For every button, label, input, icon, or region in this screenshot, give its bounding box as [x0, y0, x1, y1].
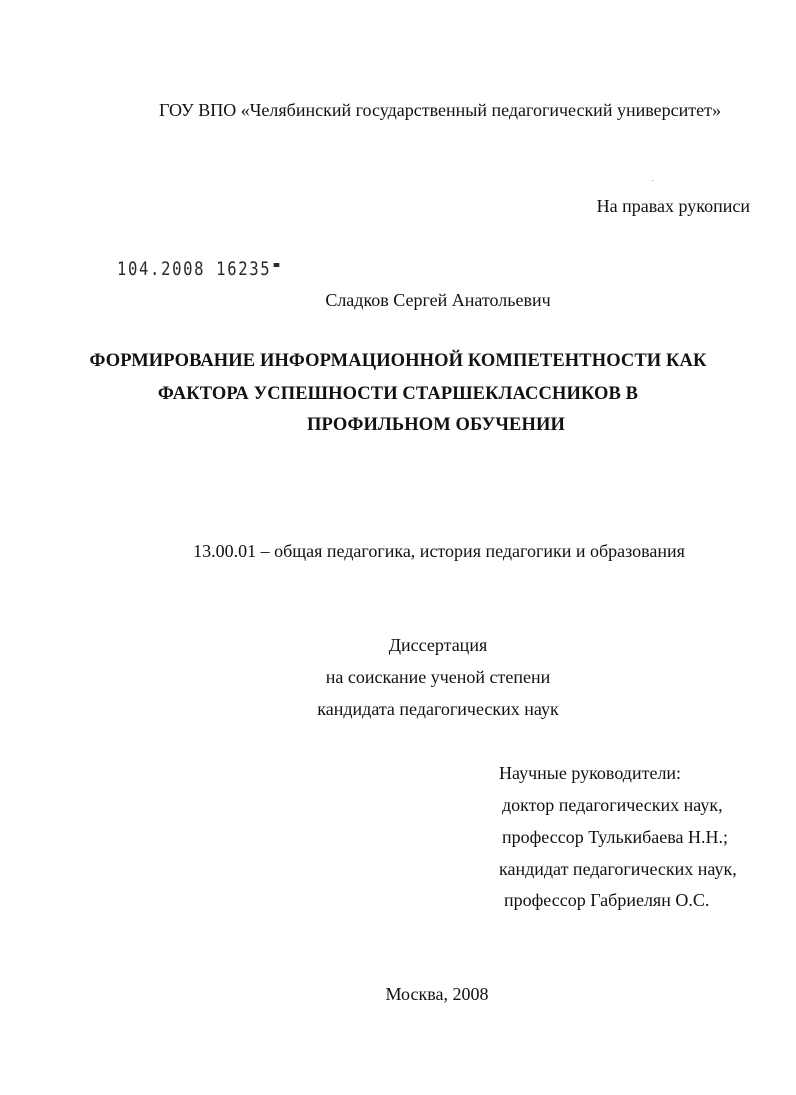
- catalog-stamp: [117, 258, 279, 280]
- supervisor-line-1: доктор педагогических наук,: [502, 795, 723, 815]
- scan-speck: [652, 180, 653, 181]
- catalog-number: 104.2008 16235: [117, 258, 272, 280]
- manuscript-rights-note: На правах рукописи: [596, 196, 750, 216]
- dissertation-title-line-2: ФАКТОРА УСПЕШНОСТИ СТАРШЕКЛАССНИКОВ В: [157, 384, 639, 404]
- author-name: Сладков Сергей Анатольевич: [325, 290, 551, 310]
- supervisors-heading: Научные руководители:: [499, 763, 682, 783]
- supervisor-line-3: кандидат педагогических наук,: [499, 859, 737, 879]
- dissertation-title-line-3: ПРОФИЛЬНОМ ОБУЧЕНИИ: [307, 415, 565, 435]
- supervisor-line-2: профессор Тулькибаева Н.Н.;: [502, 827, 728, 847]
- degree-line-2: кандидата педагогических наук: [317, 699, 559, 719]
- catalog-mark-icon: [274, 263, 280, 267]
- supervisor-line-4: профессор Габриелян О.С.: [504, 890, 710, 910]
- institution-name: ГОУ ВПО «Челябинский государственный педагогический университет»: [159, 100, 721, 120]
- specialty-code: 13.00.01 – общая педагогика, история педагогики и образования: [193, 541, 685, 561]
- document-type: Диссертация: [388, 635, 488, 655]
- place-and-year: Москва, 2008: [385, 984, 489, 1004]
- dissertation-title-line-1: ФОРМИРОВАНИЕ ИНФОРМАЦИОННОЙ КОМПЕТЕНТНОСТИ КАК: [89, 351, 707, 371]
- degree-line-1: на соискание ученой степени: [325, 667, 551, 687]
